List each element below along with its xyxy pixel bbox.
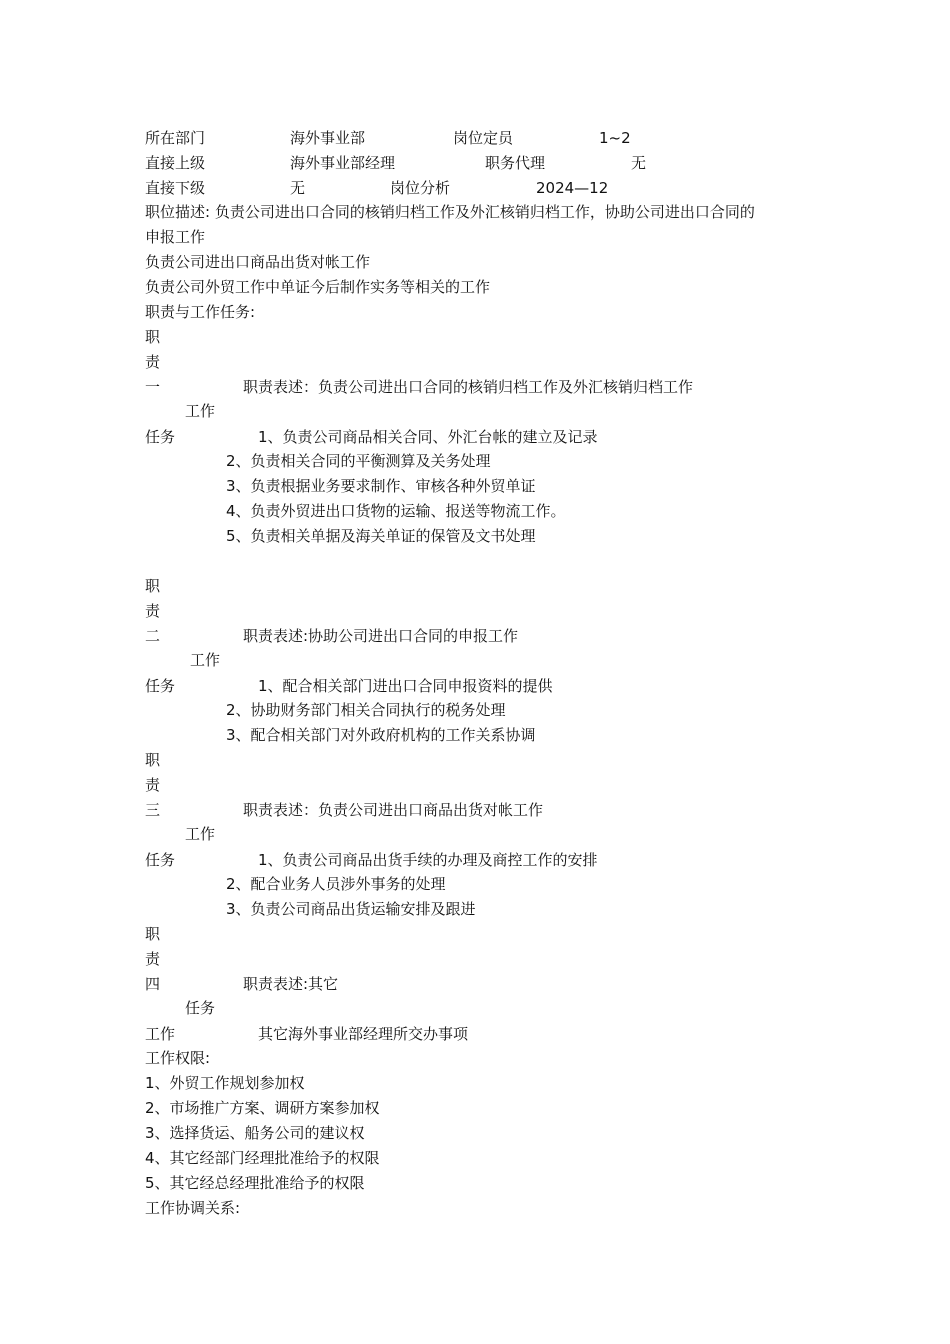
duty-2-char-2: 责 [145,602,161,620]
deputy-value: 无 [631,154,647,172]
duty-4-label-b: 工作 [145,1025,176,1043]
duty-1-item-5: 5、负责相关单据及海关单证的保管及文书处理 [226,527,536,545]
deputy-label: 职务代理 [485,154,546,172]
superior-label: 直接上级 [145,154,206,172]
duty-2-statement: 职责表述:协助公司进出口合同的申报工作 [243,627,519,645]
duty-4-item-1: 其它海外事业部经理所交办事项 [258,1025,469,1043]
description-line-2: 申报工作 [145,228,206,246]
duty-3-label-b: 任务 [145,851,176,869]
duty-2-item-2: 2、协助财务部门相关合同执行的税务处理 [226,701,506,719]
authority-item-4: 4、其它经部门经理批准给予的权限 [145,1149,380,1167]
description-line-3: 负责公司进出口商品出货对帐工作 [145,253,371,271]
duty-3-label-a: 工作 [185,825,216,843]
duty-1-char-1: 职 [145,328,161,346]
duty-3-char-3: 三 [145,801,161,819]
authority-item-2: 2、市场推广方案、调研方案参加权 [145,1099,380,1117]
quota-label: 岗位定员 [453,129,514,147]
analysis-value: 2024—12 [536,179,609,197]
duty-4-label-a: 任务 [185,999,216,1017]
duty-3-char-1: 职 [145,751,161,769]
duty-2-char-3: 二 [145,627,161,645]
dept-value: 海外事业部 [290,129,366,147]
subordinate-label: 直接下级 [145,179,206,197]
duty-2-char-1: 职 [145,577,161,595]
duty-3-statement: 职责表述：负责公司进出口商品出货对帐工作 [243,801,544,819]
description-line-1: 职位描述: 负责公司进出口合同的核销归档工作及外汇核销归档工作，协助公司进出口合同的 [145,203,755,221]
authority-item-1: 1、外贸工作规划参加权 [145,1074,305,1092]
duty-3-item-2: 2、配合业务人员涉外事务的处理 [226,875,446,893]
duty-1-char-3: 一 [145,378,161,396]
duty-4-char-2: 责 [145,950,161,968]
duty-3-item-3: 3、负责公司商品出货运输安排及跟进 [226,900,476,918]
duty-1-char-2: 责 [145,353,161,371]
duty-1-item-4: 4、负责外贸进出口货物的运输、报送等物流工作。 [226,502,566,520]
duty-1-item-2: 2、负责相关合同的平衡测算及关务处理 [226,452,491,470]
authority-heading: 工作权限: [145,1049,211,1067]
analysis-label: 岗位分析 [390,179,451,197]
duty-4-char-3: 四 [145,975,161,993]
superior-value: 海外事业部经理 [290,154,396,172]
duty-2-label-b: 任务 [145,677,176,695]
description-line-4: 负责公司外贸工作中单证今后制作实务等相关的工作 [145,278,491,296]
authority-item-5: 5、其它经总经理批准给予的权限 [145,1174,365,1192]
duty-1-item-3: 3、负责根据业务要求制作、审核各种外贸单证 [226,477,536,495]
subordinate-value: 无 [290,179,306,197]
quota-value: 1~2 [599,129,631,147]
duty-3-item-1: 1、负责公司商品出货手续的办理及商控工作的安排 [258,851,598,869]
duty-3-char-2: 责 [145,776,161,794]
duty-4-statement: 职责表述:其它 [243,975,339,993]
tasks-heading: 职责与工作任务: [145,303,256,321]
duty-1-statement: 职责表述：负责公司进出口合同的核销归档工作及外汇核销归档工作 [243,378,694,396]
duty-2-item-3: 3、配合相关部门对外政府机构的工作关系协调 [226,726,536,744]
duty-2-label-a: 工作 [190,651,221,669]
duty-1-item-1: 1、负责公司商品相关合同、外汇台帐的建立及记录 [258,428,598,446]
duty-1-label-b: 任务 [145,428,176,446]
duty-1-label-a: 工作 [185,402,216,420]
coordination-heading: 工作协调关系: [145,1199,241,1217]
duty-4-char-1: 职 [145,925,161,943]
authority-item-3: 3、选择货运、船务公司的建议权 [145,1124,365,1142]
dept-label: 所在部门 [145,129,206,147]
duty-2-item-1: 1、配合相关部门进出口合同申报资料的提供 [258,677,553,695]
